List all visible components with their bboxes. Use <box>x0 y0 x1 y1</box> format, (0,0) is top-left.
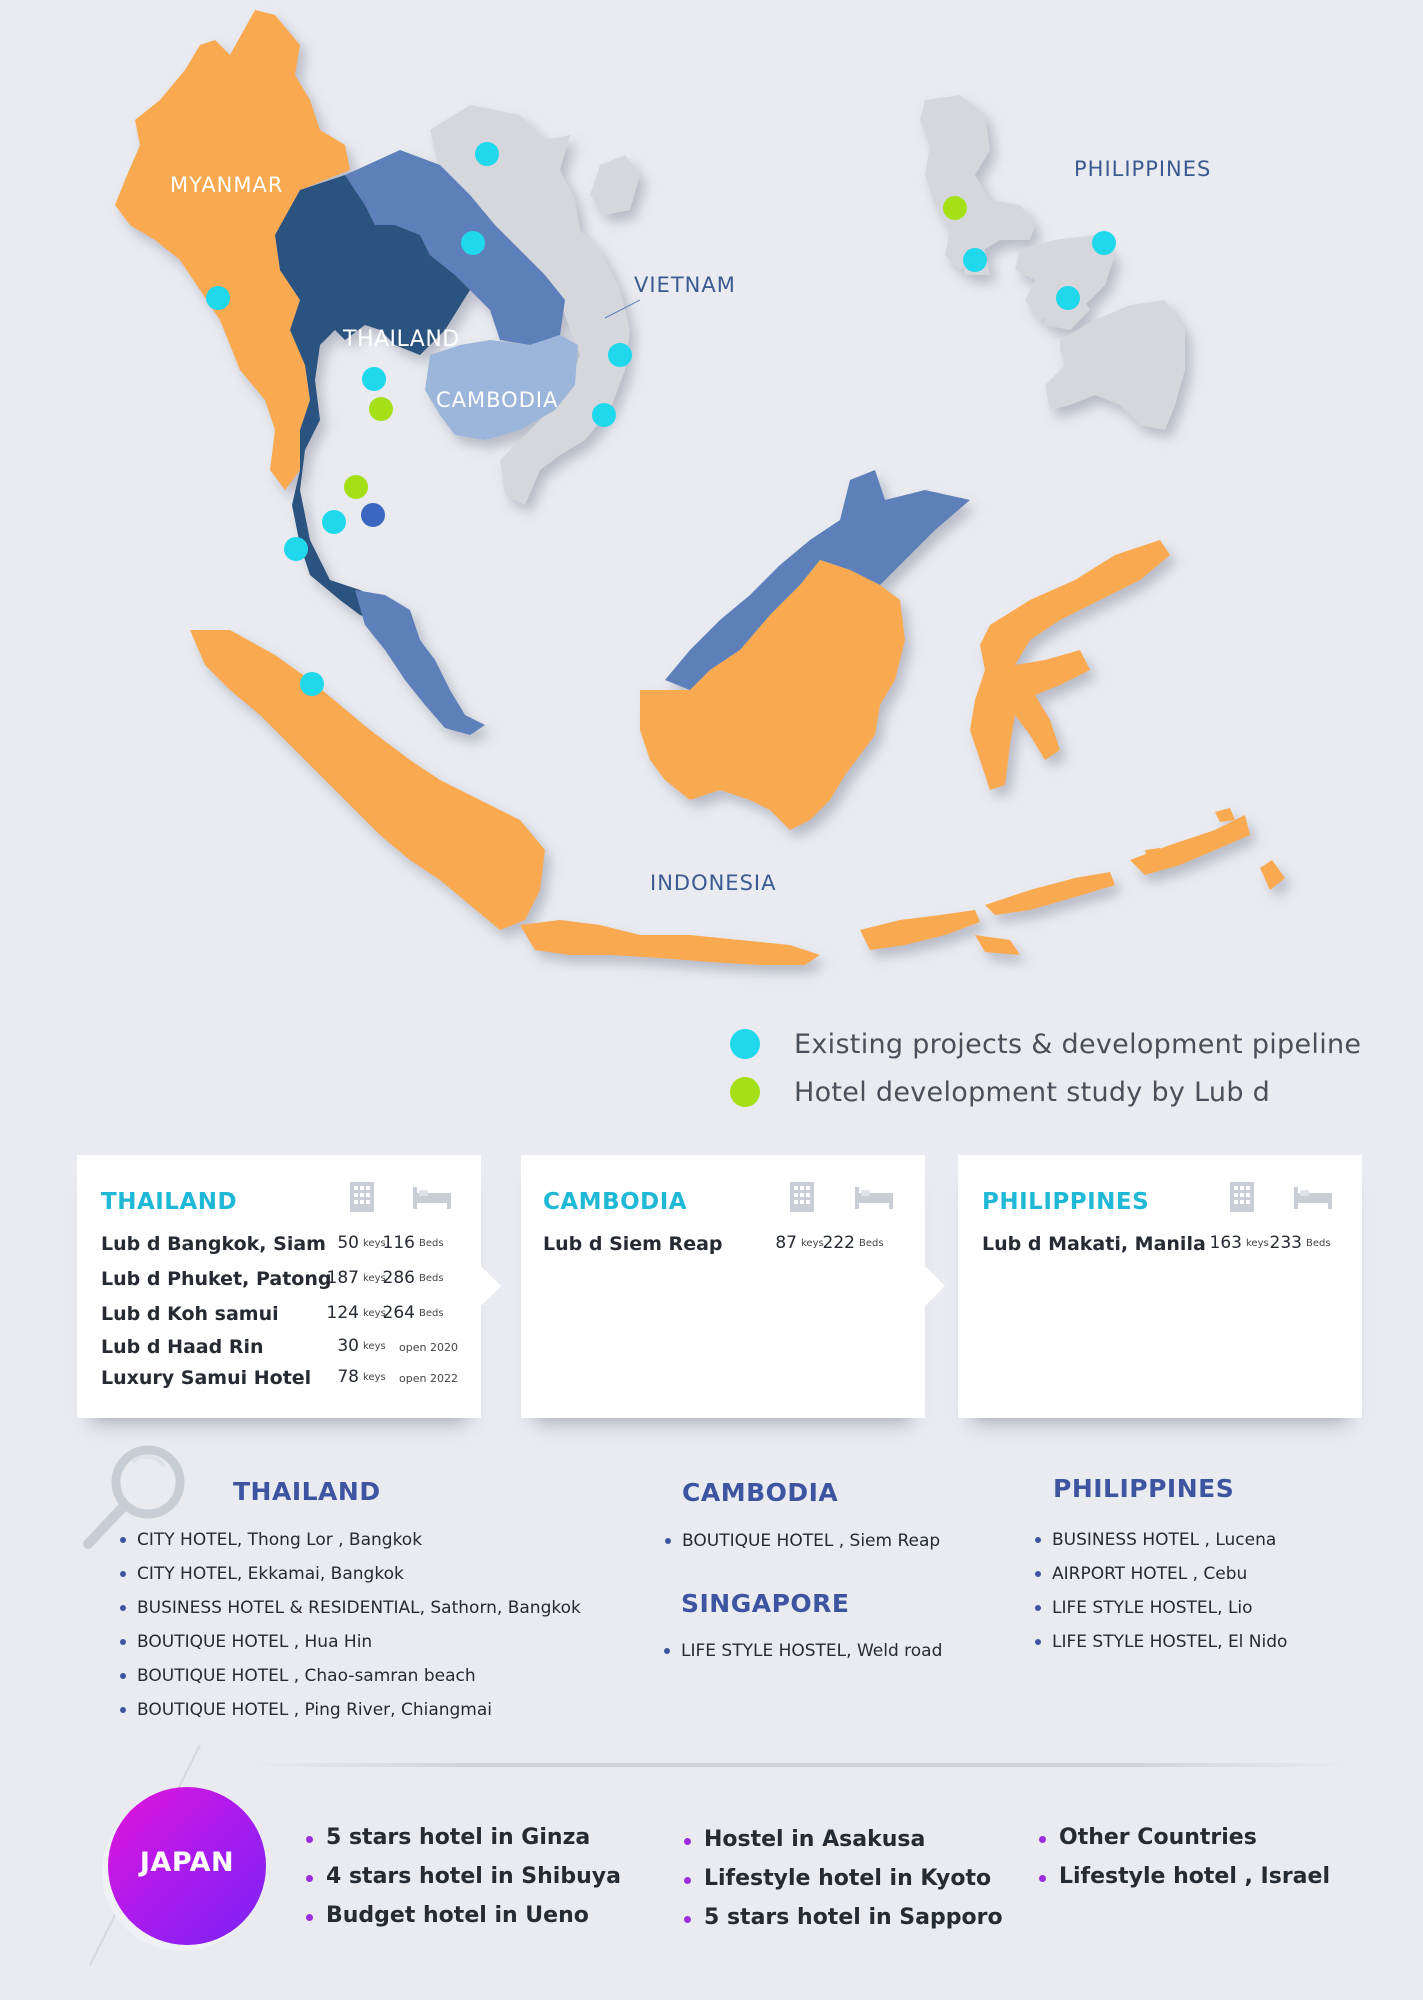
beds-unit: Beds <box>419 1308 444 1319</box>
hotel-name: Lub d Haad Rin <box>101 1336 264 1358</box>
existing-marker[interactable] <box>284 537 308 561</box>
study-dot-icon <box>730 1077 760 1107</box>
card-arrow-notch <box>925 1266 945 1306</box>
study-singapore-title: SINGAPORE <box>681 1589 850 1618</box>
existing-marker[interactable] <box>206 286 230 310</box>
hotel-name: Luxury Samui Hotel <box>101 1367 312 1389</box>
existing-marker[interactable] <box>362 367 386 391</box>
keys-count: 78 <box>337 1367 359 1387</box>
list-item: Hostel in Asakusa <box>684 1820 1003 1859</box>
card-title: PHILIPPINES <box>982 1189 1150 1215</box>
beds-count: 222 <box>822 1233 855 1253</box>
building-icon <box>349 1181 375 1213</box>
hotel-row <box>101 1303 471 1333</box>
keys-count: 163 <box>1209 1233 1242 1253</box>
bed-icon <box>413 1187 451 1209</box>
beds-count: 286 <box>382 1268 415 1288</box>
existing-marker[interactable] <box>963 248 987 272</box>
label-vietnam: VIETNAM <box>634 273 736 297</box>
keys-unit: keys <box>801 1238 824 1249</box>
card-title: THAILAND <box>101 1189 238 1215</box>
existing-marker[interactable] <box>322 510 346 534</box>
study-thailand-title: THAILAND <box>233 1477 381 1506</box>
japan-list-2 <box>684 1820 1003 1937</box>
study-cambodia-title: CAMBODIA <box>682 1478 839 1507</box>
label-philippines: PHILIPPINES <box>1074 157 1212 181</box>
hotel-row <box>101 1233 471 1263</box>
other-marker <box>361 503 385 527</box>
study-thailand-list <box>120 1523 581 1727</box>
existing-marker[interactable] <box>608 343 632 367</box>
small-island-3 <box>1260 860 1285 890</box>
list-item: 5 stars hotel in Sapporo <box>684 1898 1003 1937</box>
beds-unit: Beds <box>419 1273 444 1284</box>
study-philippines-list <box>1035 1523 1287 1659</box>
list-item: Other Countries <box>1039 1818 1330 1857</box>
list-item: BOUTIQUE HOTEL , Siem Reap <box>665 1524 940 1558</box>
card-thailand <box>77 1155 481 1418</box>
sulawesi-region <box>970 540 1170 790</box>
hotel-row <box>982 1233 1352 1263</box>
bed-icon <box>1294 1187 1332 1209</box>
card-title: CAMBODIA <box>543 1189 688 1215</box>
existing-marker[interactable] <box>1092 231 1116 255</box>
beds-count: 116 <box>382 1233 415 1253</box>
hotel-name: Lub d Makati, Manila <box>982 1233 1206 1255</box>
study-philippines-title: PHILIPPINES <box>1053 1474 1235 1503</box>
beds-unit: Beds <box>1306 1238 1331 1249</box>
malaysia-peninsula <box>355 590 485 735</box>
list-item: Budget hotel in Ueno <box>306 1896 621 1935</box>
card-philippines <box>958 1155 1362 1418</box>
list-item: BOUTIQUE HOTEL , Hua Hin <box>120 1625 581 1659</box>
hotel-row <box>101 1336 471 1366</box>
sunda-islands-3 <box>975 935 1020 955</box>
label-thailand: THAILAND <box>343 327 460 352</box>
hotel-name: Lub d Bangkok, Siam <box>101 1233 326 1255</box>
study-marker[interactable] <box>344 475 368 499</box>
list-item: BOUTIQUE HOTEL , Ping River, Chiangmai <box>120 1693 581 1727</box>
existing-marker[interactable] <box>300 672 324 696</box>
open-date: open 2022 <box>399 1372 458 1385</box>
list-item: 4 stars hotel in Shibuya <box>306 1857 621 1896</box>
keys-unit: keys <box>363 1372 386 1383</box>
keys-count: 30 <box>337 1336 359 1356</box>
keys-count: 87 <box>775 1233 797 1253</box>
legend-existing-label: Existing projects & development pipeline <box>794 1028 1362 1060</box>
sunda-islands-2 <box>985 872 1115 915</box>
keys-count: 187 <box>326 1268 359 1288</box>
label-myanmar: MYANMAR <box>170 173 284 197</box>
hotel-row <box>101 1367 471 1397</box>
hainan-island <box>590 155 640 215</box>
existing-marker[interactable] <box>592 403 616 427</box>
keys-unit: keys <box>363 1238 386 1249</box>
list-item: LIFE STYLE HOSTEL, El Nido <box>1035 1625 1287 1659</box>
bed-icon <box>855 1187 893 1209</box>
hotel-name: Lub d Siem Reap <box>543 1233 723 1255</box>
study-cambodia-list <box>665 1524 940 1558</box>
legend-existing <box>730 1020 1361 1068</box>
japan-list-3 <box>1039 1818 1330 1896</box>
japan-list-1 <box>306 1818 621 1935</box>
list-item: 5 stars hotel in Ginza <box>306 1818 621 1857</box>
list-item: CITY HOTEL, Ekkamai, Bangkok <box>120 1557 581 1591</box>
keys-unit: keys <box>363 1341 386 1352</box>
study-marker[interactable] <box>369 397 393 421</box>
list-item: BUSINESS HOTEL , Lucena <box>1035 1523 1287 1557</box>
keys-unit: keys <box>1246 1238 1269 1249</box>
study-marker[interactable] <box>943 196 967 220</box>
open-date: open 2020 <box>399 1341 458 1354</box>
small-island-1 <box>1145 848 1162 862</box>
beds-unit: Beds <box>419 1238 444 1249</box>
luzon-region <box>920 95 1035 270</box>
legend-study-label: Hotel development study by Lub d <box>794 1076 1271 1108</box>
hotel-row <box>543 1233 913 1263</box>
keys-count: 124 <box>326 1303 359 1323</box>
beds-count: 264 <box>382 1303 415 1323</box>
list-item: Lifestyle hotel , Israel <box>1039 1857 1330 1896</box>
sumatra-region <box>190 630 545 930</box>
keys-count: 50 <box>337 1233 359 1253</box>
card-cambodia <box>521 1155 925 1418</box>
map-legend <box>730 1020 1361 1116</box>
hotel-name: Lub d Koh samui <box>101 1303 279 1325</box>
divider-line <box>250 1763 1350 1767</box>
existing-marker[interactable] <box>475 142 499 166</box>
building-icon <box>789 1181 815 1213</box>
japan-badge <box>108 1787 266 1945</box>
existing-marker[interactable] <box>461 231 485 255</box>
beds-count: 233 <box>1269 1233 1302 1253</box>
list-item: LIFE STYLE HOSTEL, Weld road <box>664 1634 942 1668</box>
keys-unit: keys <box>363 1308 386 1319</box>
label-indonesia: INDONESIA <box>650 871 777 895</box>
legend-study <box>730 1068 1361 1116</box>
list-item: BOUTIQUE HOTEL , Chao-samran beach <box>120 1659 581 1693</box>
japan-badge-label: JAPAN <box>139 1847 235 1878</box>
keys-unit: keys <box>363 1273 386 1284</box>
sunda-islands <box>860 910 980 950</box>
list-item: CITY HOTEL, Thong Lor , Bangkok <box>120 1523 581 1557</box>
existing-marker[interactable] <box>1056 286 1080 310</box>
hotel-row <box>101 1268 471 1298</box>
list-item: AIRPORT HOTEL , Cebu <box>1035 1557 1287 1591</box>
list-item: BUSINESS HOTEL & RESIDENTIAL, Sathorn, Bangkok <box>120 1591 581 1625</box>
java-region <box>520 920 820 965</box>
hotel-name: Lub d Phuket, Patong <box>101 1268 332 1290</box>
label-cambodia: CAMBODIA <box>436 388 559 412</box>
building-icon <box>1229 1181 1255 1213</box>
small-island-2 <box>1215 808 1235 822</box>
card-arrow-notch <box>481 1266 501 1306</box>
existing-dot-icon <box>730 1029 760 1059</box>
beds-unit: Beds <box>859 1238 884 1249</box>
list-item: LIFE STYLE HOSTEL, Lio <box>1035 1591 1287 1625</box>
list-item: Lifestyle hotel in Kyoto <box>684 1859 1003 1898</box>
study-singapore-list <box>664 1634 942 1668</box>
timor-island <box>1130 815 1250 875</box>
